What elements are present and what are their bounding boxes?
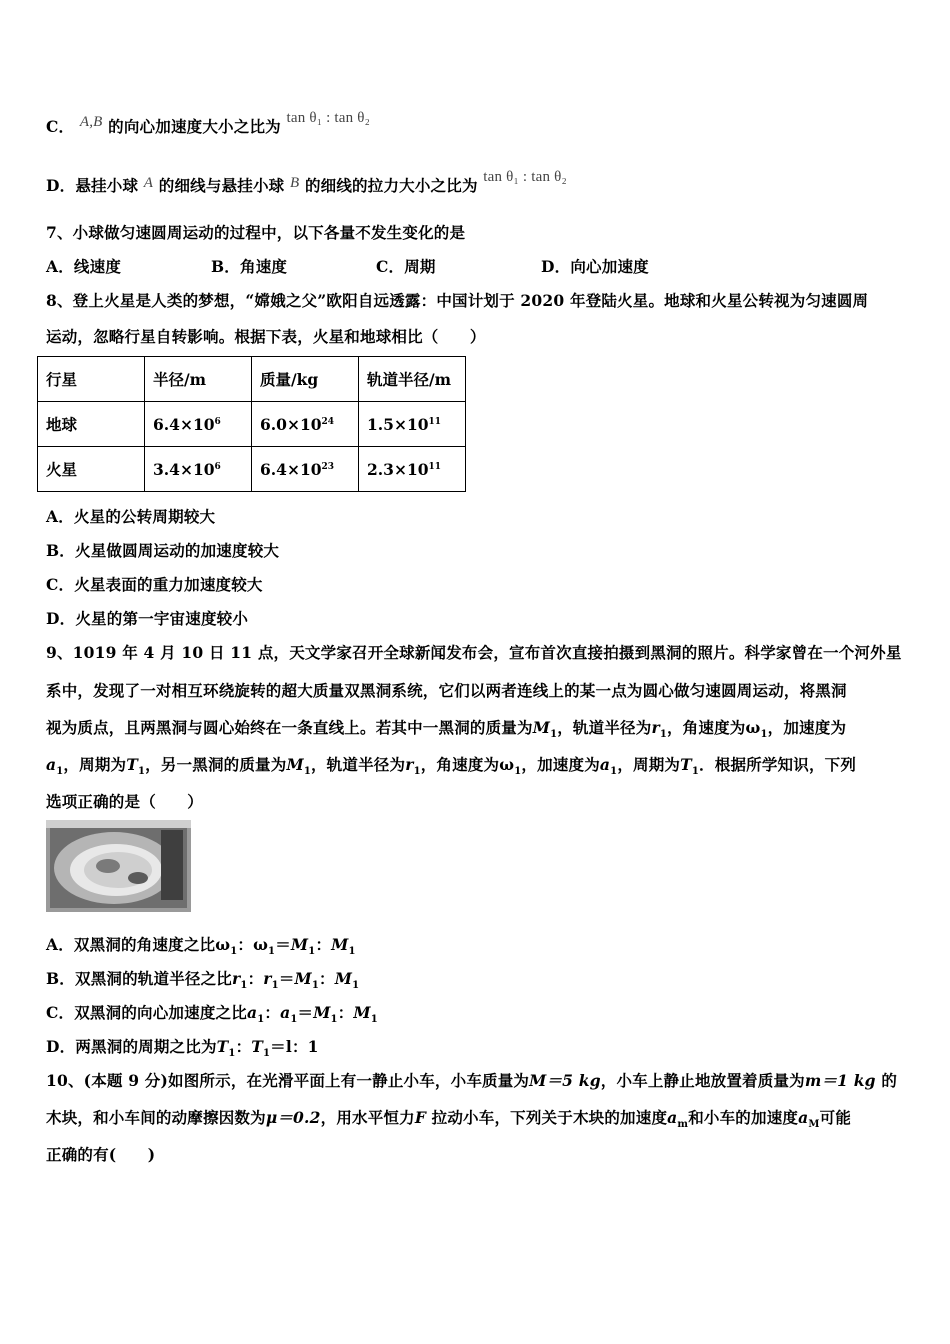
q9-line3: 视为质点，且两黑洞与圆心始终在一条直线上。若其中一黑洞的质量为$M_1$，轨道半径为$r_1$，角速度为$\omega_1$，加速度为 <box>46 718 847 741</box>
q9-option-c: C．双黑洞的向心加速度之比$a_1$：$a_1=M_1$：$M_1$ <box>46 1003 378 1026</box>
q8-stem-line2: 运动，忽略行星自转影响。根据下表，火星和地球相比（ ） <box>46 327 486 346</box>
q8-option-b: B．火星做圆周运动的加速度较大 <box>46 541 280 560</box>
black-hole-photo-graphic <box>46 820 191 912</box>
q9-line4: $a_1$，周期为$T_1$，另一黑洞的质量为$M_1$，轨道半径为$r_1$，角速度为$\omega_1$，加速度为$a_1$，周期为$T_1$．根据所学知识，下列 <box>46 755 857 778</box>
q7-option-c: C．周期 <box>376 257 436 276</box>
q6-optc-math: A,B <box>79 114 103 130</box>
q8-option-d: D．火星的第一宇宙速度较小 <box>46 609 249 628</box>
q7-stem: 7、小球做匀速圆周运动的过程中，以下各量不发生变化的是 <box>46 223 466 242</box>
q6-option-c: C． A,B 的向心加速度大小之比为 tan θ₁ : tan θ₂ <box>46 110 371 136</box>
q10-line1: 10、(本题 9 分)如图所示，在光滑平面上有一静止小车，小车质量为M＝5 kg，小车上静止地放置着质量为m＝1 kg 的 <box>46 1071 898 1090</box>
q9-option-b: B．双黑洞的轨道半径之比$r_1$：$r_1=M_1$：$M_1$ <box>46 969 360 992</box>
table-cell: 火星 <box>38 447 145 492</box>
q9-line1: 9、1019 年 4 月 10 日 11 点，天文学家召开全球新闻发布会，宣布首次直接拍摄到黑洞的照片。科学家曾在一个河外星 <box>46 643 902 662</box>
table-header: 轨道半径/m <box>359 357 466 402</box>
q6-option-d: D．悬挂小球 A 的细线与悬挂小球 B 的细线的拉力大小之比为 tan θ₁ : tan θ₂ <box>46 169 567 195</box>
q9-option-a: A．双黑洞的角速度之比$\omega_1$：$\omega_1=M_1$：$M_1$ <box>46 935 356 958</box>
q7-option-d: D．向心加速度 <box>541 257 649 276</box>
table-header: 质量/kg <box>252 357 359 402</box>
black-hole-photo <box>46 820 191 912</box>
table-cell: $6.4\times 10^6$ <box>145 402 252 447</box>
q9-line5: 选项正确的是（ ） <box>46 792 204 811</box>
q6-optc-ratio: tan θ₁ : tan θ₂ <box>286 110 371 126</box>
table-cell: $2.3\times 10^{11}$ <box>359 447 466 492</box>
table-cell: $3.4\times 10^6$ <box>145 447 252 492</box>
q6-optd-ratio: tan θ₁ : tan θ₂ <box>483 169 567 185</box>
planet-table <box>37 356 466 492</box>
table-cell: 地球 <box>38 402 145 447</box>
q8-stem-line1: 8、登上火星是人类的梦想，“嫦娥之父”欧阳自远透露：中国计划于 2020 年登陆火星。地球和火星公转视为匀速圆周 <box>46 291 869 310</box>
table-cell: $1.5\times 10^{11}$ <box>359 402 466 447</box>
q10-line3: 正确的有( ) <box>46 1145 156 1164</box>
q7-option-a: A．线速度 <box>46 257 122 276</box>
q8-option-a: A．火星的公转周期较大 <box>46 507 216 526</box>
q9-option-d: D．两黑洞的周期之比为$T_1$：$T_1=l$：1 <box>46 1037 319 1060</box>
table-header: 行星 <box>38 357 145 402</box>
table-cell: $6.4\times 10^{23}$ <box>252 447 359 492</box>
table-row <box>38 447 466 492</box>
table-header: 半径/m <box>145 357 252 402</box>
q8-option-c: C．火星表面的重力加速度较大 <box>46 575 263 594</box>
q7-option-b: B．角速度 <box>211 257 288 276</box>
table-header-row <box>38 357 466 402</box>
table-row <box>38 402 466 447</box>
table-cell: $6.0\times 10^{24}$ <box>252 402 359 447</box>
q7-options <box>46 255 649 277</box>
q10-line2: 木块，和小车间的动摩擦因数为μ＝0.2，用水平恒力F 拉动小车，下列关于木块的加速度$a_m$和小车的加速度$a_M$可能 <box>46 1108 852 1131</box>
q9-line2: 系中，发现了一对相互环绕旋转的超大质量双黑洞系统，它们以两者连线上的某一点为圆心做匀速圆周运动，将黑洞 <box>46 681 847 700</box>
